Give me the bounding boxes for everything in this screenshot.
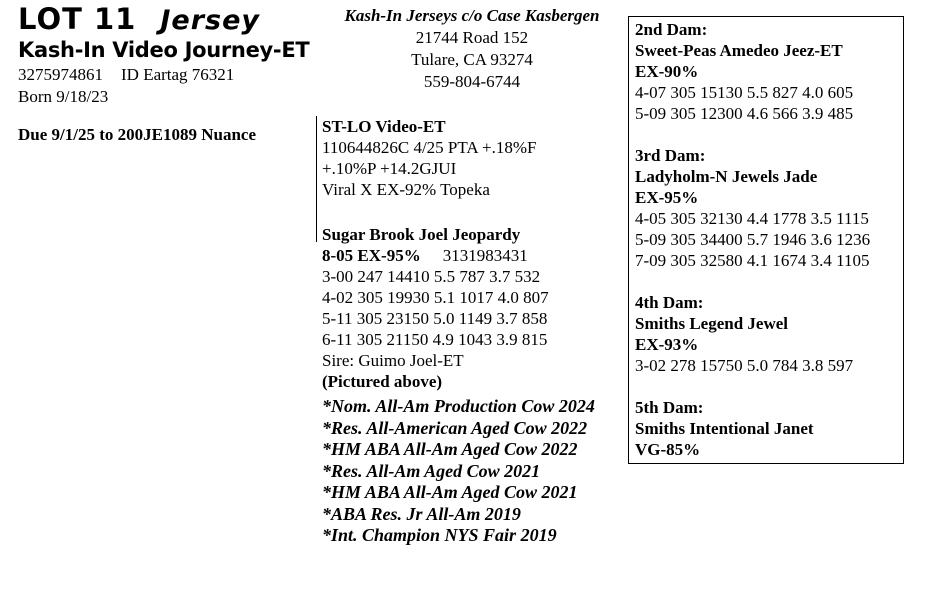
dam-record: 4-05 305 32130 4.4 1778 3.5 1115	[635, 209, 869, 228]
second-dam	[635, 19, 870, 124]
dam-label: 4th Dam:	[635, 293, 704, 312]
dam-label: 5th Dam:	[635, 398, 704, 417]
dam-record: 6-11 305 21150 4.9 1043 3.9 815	[322, 330, 548, 349]
lot-label: LOT 11	[18, 2, 137, 36]
consignor-name: Kash-In Jerseys c/o Case Kasbergen	[344, 6, 600, 25]
dam-record: 5-11 305 23150 5.0 1149 3.7 858	[322, 309, 548, 328]
dam-sire: Sire: Guimo Joel-ET	[322, 351, 464, 370]
honor-item: *HM ABA All-Am Aged Cow 2021	[322, 482, 578, 502]
consignor-block	[336, 5, 608, 93]
fourth-dam	[635, 292, 870, 376]
consignor-address: 21744 Road 152	[415, 28, 529, 47]
dam-registration-number: 3131983431	[442, 246, 528, 265]
pictured-note: (Pictured above)	[322, 372, 443, 391]
eartag-id: ID Eartag 76321	[121, 65, 235, 84]
honor-item: *Res. All-Am Aged Cow 2021	[322, 460, 541, 481]
honor-item: *HM ABA All-Am Aged Cow 2022	[322, 439, 578, 459]
dam-block	[322, 224, 549, 392]
dam-name: Sweet-Peas Amedeo Jeez-ET	[635, 41, 843, 60]
dam-record: 5-09 305 34400 5.7 1946 3.6 1236	[635, 230, 871, 249]
sire-line: 110644826C 4/25 PTA +.18%F	[322, 138, 537, 157]
animal-name: Kash-In Video Journey-ET	[18, 38, 310, 62]
registration-number: 3275974861	[18, 65, 103, 84]
pedigree-list	[635, 19, 870, 481]
honor-item: *Int. Champion NYS Fair 2019	[322, 525, 557, 545]
dam-label: 2nd Dam:	[635, 20, 708, 39]
dam-classification: EX-90%	[635, 62, 699, 81]
animal-ids	[18, 64, 234, 85]
fifth-dam	[635, 397, 870, 460]
sire-line: Viral X EX-92% Topeka	[322, 180, 490, 199]
dam-record: 4-02 305 19930 5.1 1017 4.0 807	[322, 288, 549, 307]
dam-name: Ladyholm-N Jewels Jade	[635, 167, 818, 186]
dam-honors	[322, 396, 595, 547]
dam-label: 3rd Dam:	[635, 146, 706, 165]
lot-title	[18, 2, 260, 38]
consignor-city: Tulare, CA 93274	[411, 50, 533, 69]
dam-classification: 8-05 EX-95%	[322, 246, 421, 265]
dam-classification: VG-85%	[635, 440, 701, 459]
dam-record: 4-07 305 15130 5.5 827 4.0 605	[635, 83, 854, 102]
dam-classification: EX-95%	[635, 188, 699, 207]
sire-name: ST-LO Video-ET	[322, 117, 446, 136]
birth-date: Born 9/18/23	[18, 87, 109, 106]
third-dam	[635, 145, 870, 271]
dam-record: 7-09 305 32580 4.1 1674 3.4 1105	[635, 251, 870, 270]
dam-name: Smiths Legend Jewel	[635, 314, 788, 333]
sire-block	[322, 116, 536, 200]
breed-label: Jersey	[160, 5, 260, 36]
dam-name: Smiths Intentional Janet	[635, 419, 814, 438]
sire-line: +.10%P +14.2GJUI	[322, 159, 457, 178]
dam-classification: EX-93%	[635, 335, 699, 354]
dam-classification-row	[322, 245, 549, 266]
dam-record: 3-00 247 14410 5.5 787 3.7 532	[322, 267, 541, 286]
dam-record: 3-02 278 15750 5.0 784 3.8 597	[635, 356, 854, 375]
consignor-phone: 559-804-6744	[423, 72, 521, 91]
honor-item: *ABA Res. Jr All-Am 2019	[322, 503, 521, 524]
honor-item: *Nom. All-Am Production Cow 2024	[322, 396, 595, 416]
honor-item: *Res. All-American Aged Cow 2022	[322, 417, 588, 438]
due-date: Due 9/1/25 to 200JE1089 Nuance	[18, 125, 256, 144]
dam-record: 5-09 305 12300 4.6 566 3.9 485	[635, 104, 854, 123]
dam-name: Sugar Brook Joel Jeopardy	[322, 225, 521, 244]
